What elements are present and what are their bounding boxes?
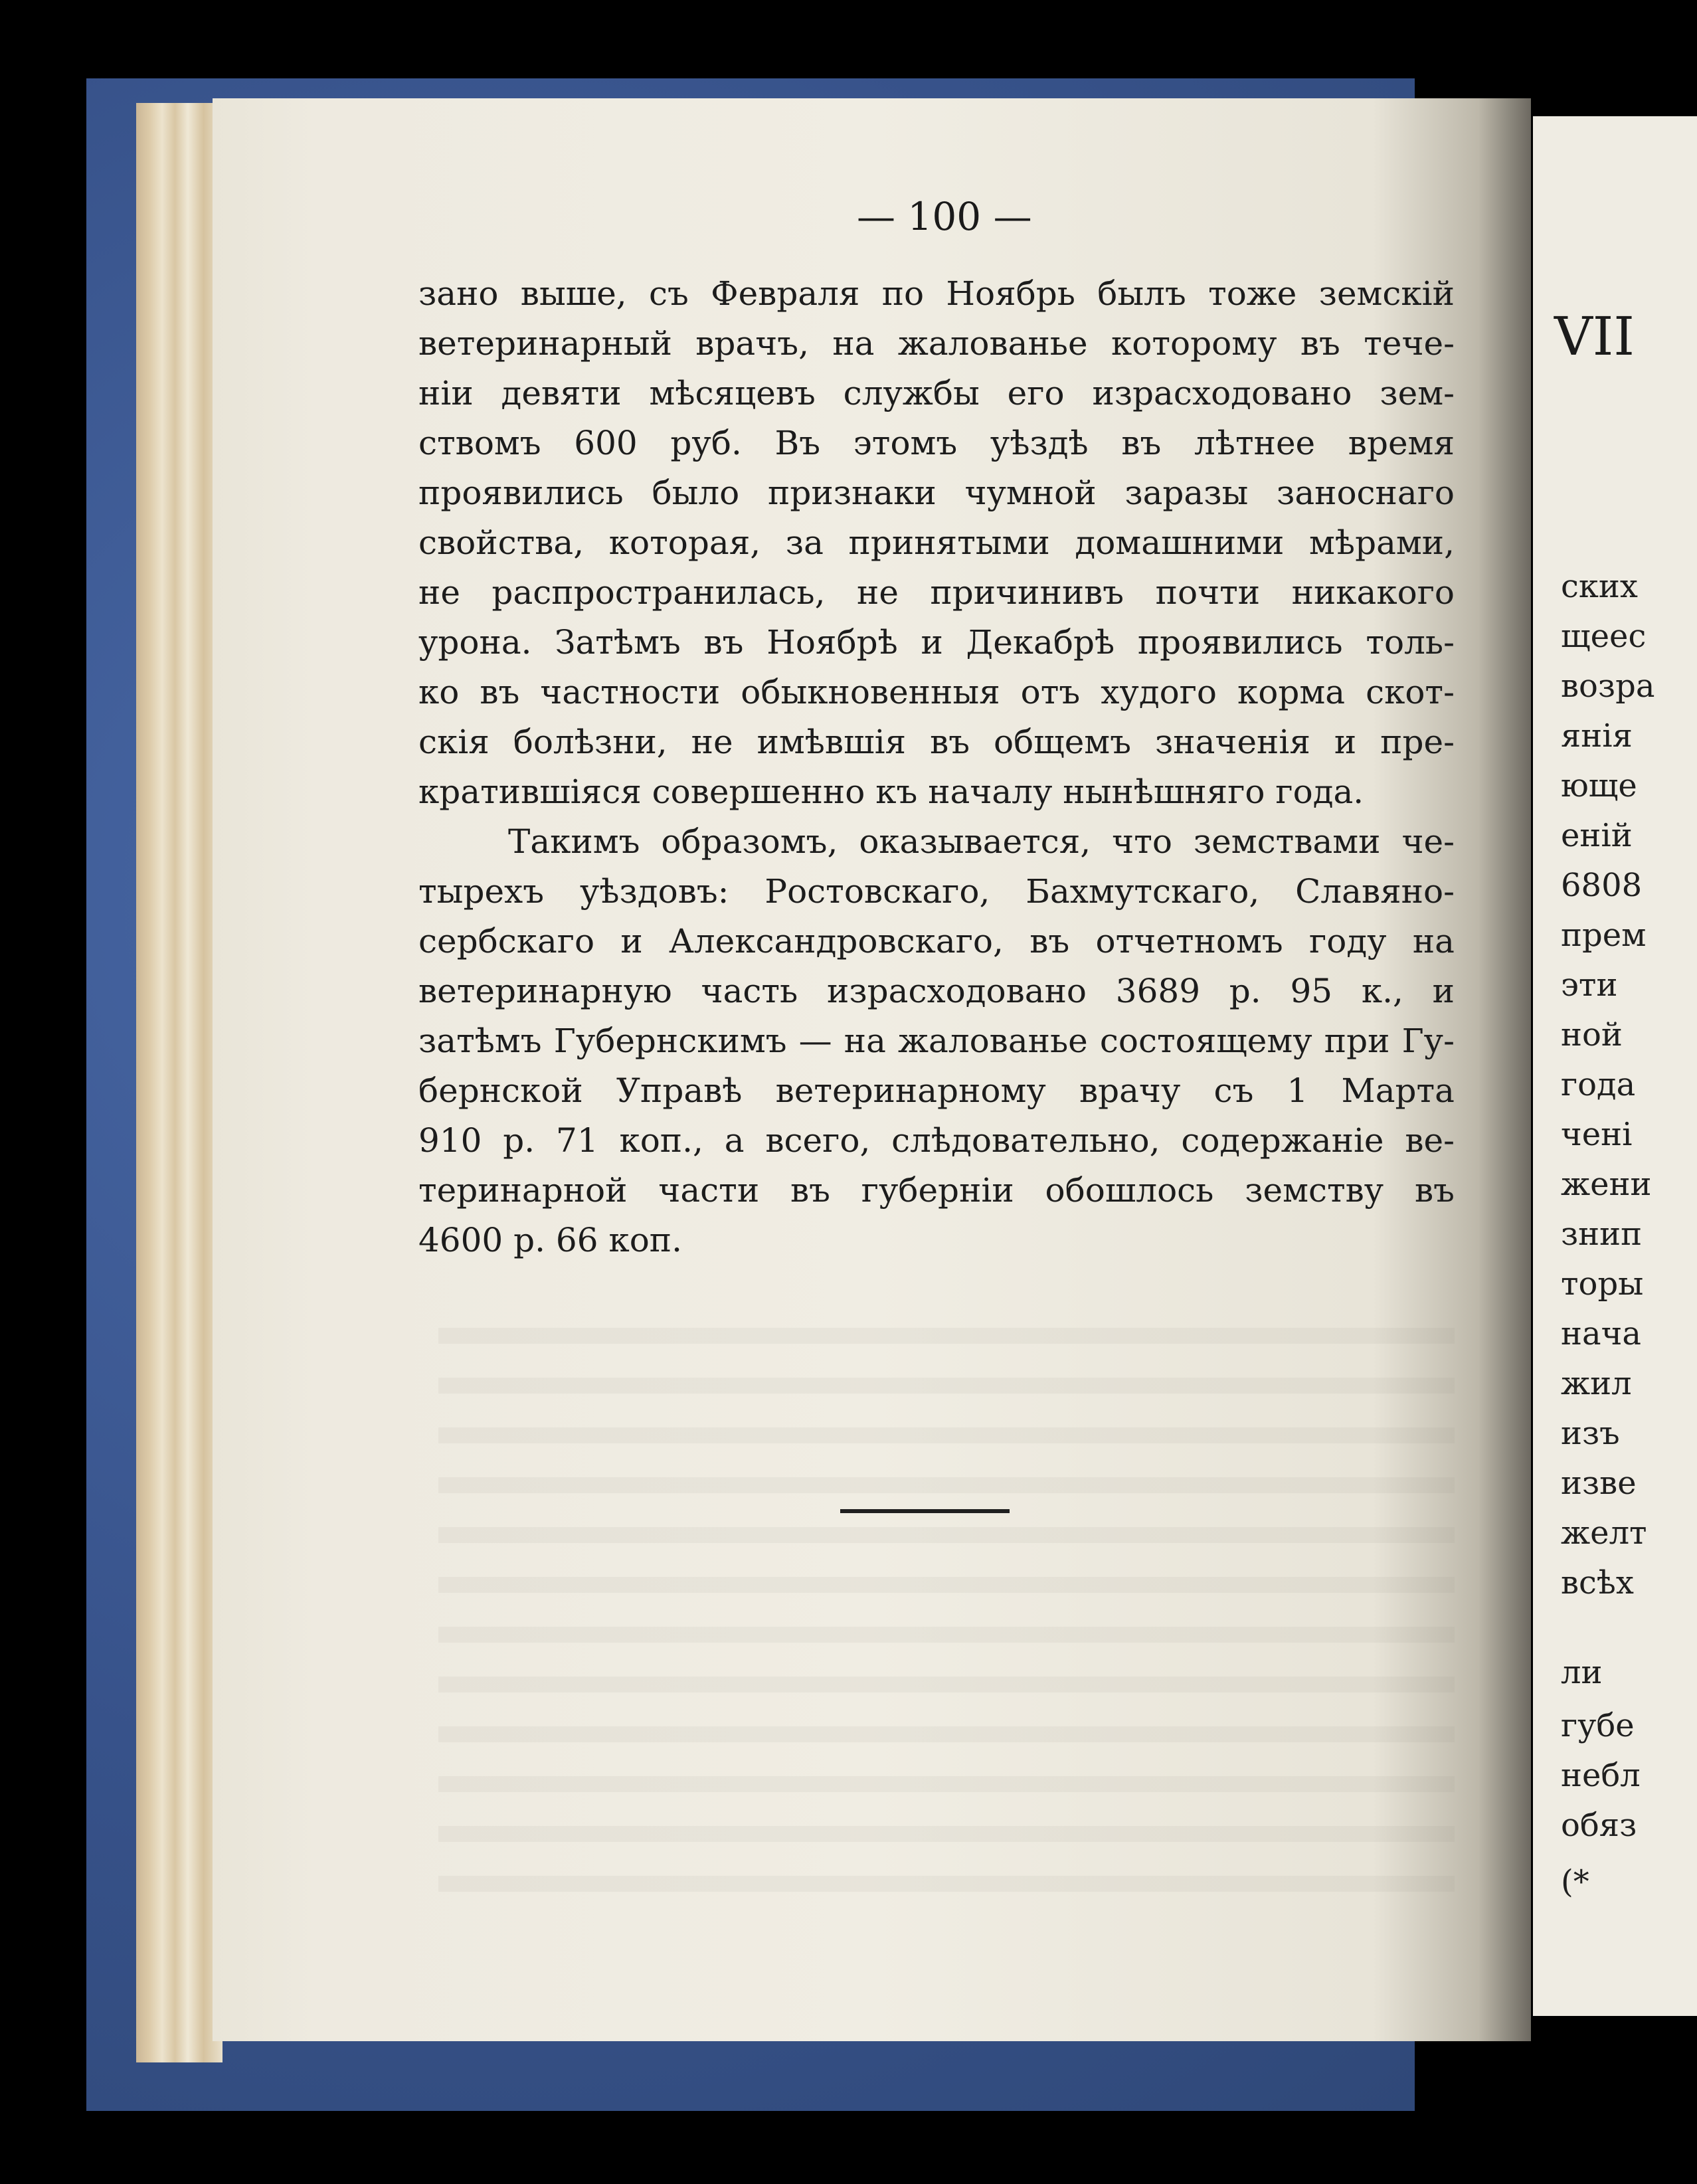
right-page-line: губе (1561, 1707, 1635, 1744)
text-line: зано выше, съ Февраля по Ноябрь былъ тоже земскій (418, 274, 1455, 313)
right-page-line: изъ (1561, 1415, 1620, 1452)
right-page-line: желт (1561, 1514, 1647, 1552)
right-page-line: ченi (1561, 1116, 1633, 1153)
right-page-line: эти (1561, 966, 1618, 1004)
right-page-line: ских (1561, 568, 1638, 605)
text-line: свойства, которая, за принятыми домашними мѣрами, (418, 523, 1455, 562)
right-page-line: янія (1561, 717, 1633, 755)
text-line: проявились было признаки чумной заразы заноснаго (418, 474, 1455, 512)
right-page-line: знип (1561, 1216, 1643, 1253)
right-page-line: торы (1561, 1265, 1644, 1303)
right-page-line: юще (1561, 767, 1637, 804)
text-line: тырехъ уѣздовъ: Ростовскаго, Бахмутскаго, Славяно- (418, 872, 1455, 911)
right-page-line: возра (1561, 668, 1655, 705)
right-page-line: жени (1561, 1166, 1652, 1203)
page-number: — 100 — (857, 194, 1032, 239)
text-line: Такимъ образомъ, оказывается, что земствами че- (508, 822, 1455, 861)
text-line: ко въ частности обыкновенныя отъ худого корма скот- (418, 673, 1455, 711)
text-line: урона. Затѣмъ въ Ноябрѣ и Декабрѣ проявились толь- (418, 623, 1455, 662)
right-page-line: ной (1561, 1016, 1623, 1053)
bleed-through-text (438, 1312, 1455, 1896)
body-text (418, 269, 1455, 1265)
right-page-line: изве (1561, 1465, 1637, 1502)
section-rule (840, 1509, 1010, 1513)
right-page-line: 6808 (1561, 867, 1643, 904)
text-line: теринарной части въ губерніи обошлось земству въ (418, 1171, 1455, 1210)
right-page-line: небл (1561, 1757, 1641, 1794)
right-page-line: нача (1561, 1315, 1641, 1352)
right-page-heading: VII (1554, 306, 1635, 367)
text-line: ствомъ 600 руб. Въ этомъ уѣздѣ въ лѣтнее время (418, 424, 1455, 462)
right-page-line: (* (1561, 1863, 1589, 1900)
text-line: 4600 р. 66 коп. (418, 1221, 683, 1259)
right-page-line: всѣх (1561, 1564, 1634, 1601)
text-line: бернской Управѣ ветеринарному врачу съ 1 Марта (418, 1071, 1455, 1110)
text-line: кратившіяся совершенно къ началу нынѣшняго года. (418, 773, 1364, 811)
right-page-line: года (1561, 1066, 1636, 1103)
text-line: скія болѣзни, не имѣвшія въ общемъ значенія и пре- (418, 723, 1455, 761)
text-line: 910 р. 71 коп., а всего, слѣдовательно, содержаніе ве- (418, 1121, 1455, 1160)
right-page-line: ли (1561, 1654, 1603, 1691)
right-page-line: прем (1561, 917, 1647, 954)
text-line: затѣмъ Губернскимъ — на жалованье состоящему при Гу- (418, 1022, 1455, 1060)
right-page-line: обяз (1561, 1807, 1637, 1844)
text-line: сербскаго и Александровскаго, въ отчетномъ году на (418, 922, 1455, 960)
page-edges (136, 103, 223, 2062)
right-page-line: жил (1561, 1365, 1632, 1402)
right-page-line: еній (1561, 817, 1633, 854)
text-line: не распространилась, не причинивъ почти никакого (418, 573, 1455, 612)
text-line: ветеринарный врачъ, на жалованье которому въ тече- (418, 324, 1455, 363)
text-line: ветеринарную часть израсходовано 3689 р. 95 к., и (418, 972, 1455, 1010)
text-line: ніи девяти мѣсяцевъ службы его израсходовано зем- (418, 374, 1455, 412)
right-page-fragment (1533, 116, 1697, 2016)
right-page-line: щеес (1561, 618, 1647, 655)
